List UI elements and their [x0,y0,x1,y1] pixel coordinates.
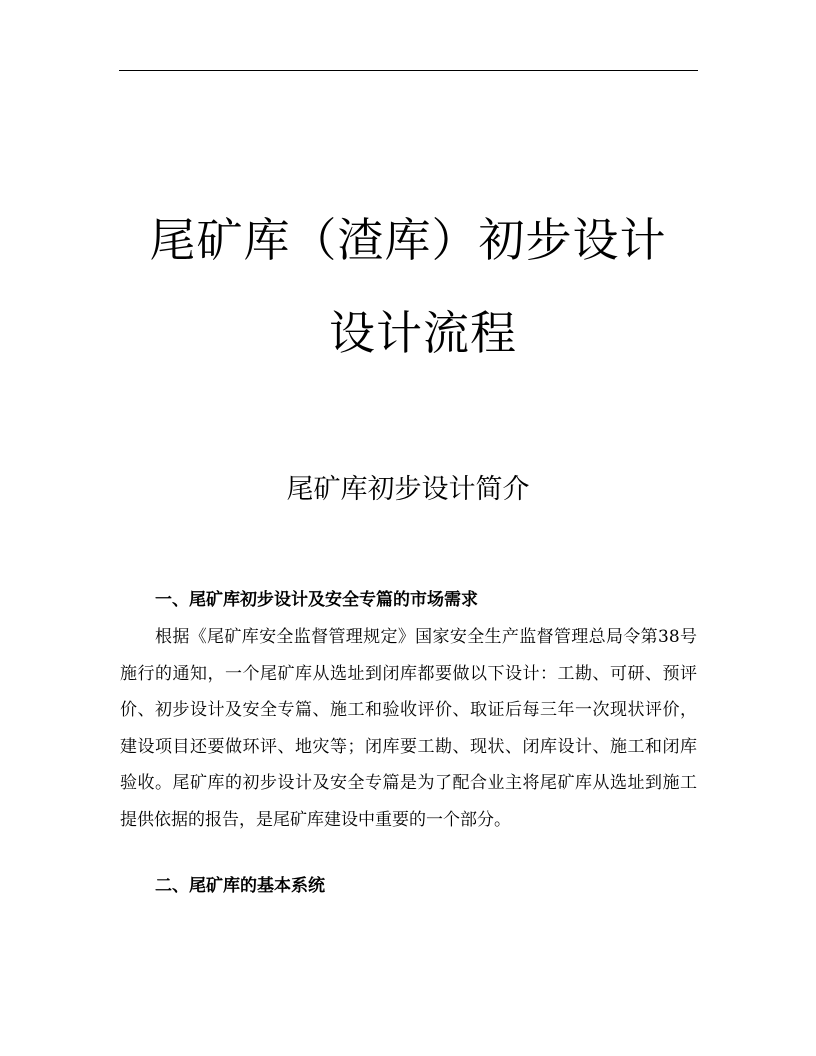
section1-heading: 一、尾矿库初步设计及安全专篇的市场需求 [155,590,478,610]
document-title-line2: 设计流程 [329,306,517,360]
section-subtitle: 尾矿库初步设计简介 [286,474,530,505]
document-title-line1: 尾矿库（渣库）初步设计 [149,213,667,267]
section1-paragraph: 根据《尾矿库安全监督管理规定》国家安全生产监督管理总局令第38号施行的通知，一个尾矿库从选址到闭库都要做以下设计：工勘、可研、预评价、初步设计及安全专篇、施工和验收评价、取证后每三年一次现状评价，建设项目还要做环评、地灾等；闭库要工勘、现状、闭库设计、施工和闭库验收。尾矿库的初步设计及安全专篇是为了配合业主将尾矿库从选址到施工提供依据的报告，是尾矿库建设中重要的一个部分。 [120,627,697,830]
section2-heading: 二、尾矿库的基本系统 [155,876,325,896]
header-rule [119,70,698,71]
